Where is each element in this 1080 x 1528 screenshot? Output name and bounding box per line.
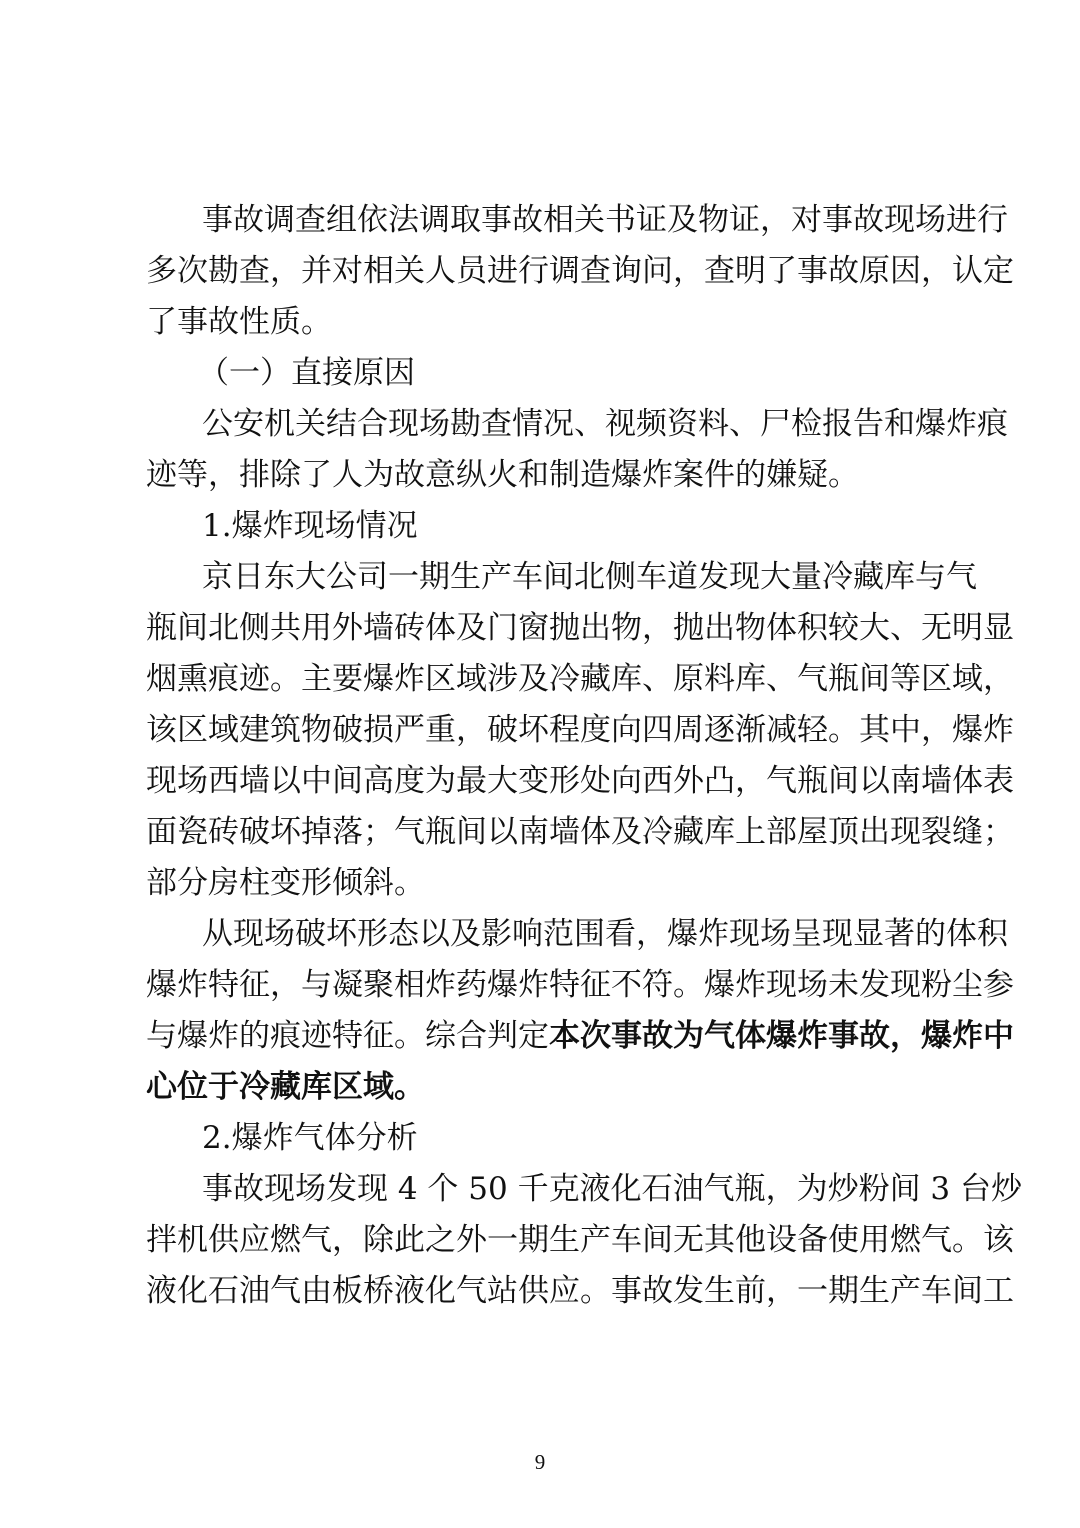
paragraph-1-line-1: 事故调查组依法调取事故相关书证及物证，对事故现场进行 [202, 202, 1008, 238]
subheading-explosive-gas-analysis: 2.爆炸气体分析 [202, 1120, 418, 1156]
conclusion-bold-text-continued: 心位于冷藏库区域。 [146, 1069, 425, 1105]
paragraph-3-line-5: 现场西墙以中间高度为最大变形处向西外凸，气瓶间以南墙体表 [146, 763, 1014, 799]
subheading-explosion-scene: 1.爆炸现场情况 [202, 508, 418, 544]
paragraph-4-line-3 [146, 1018, 1014, 1054]
paragraph-3-line-2: 瓶间北侧共用外墙砖体及门窗抛出物，抛出物体积较大、无明显 [146, 610, 1014, 646]
paragraph-5-line-3: 液化石油气由板桥液化气站供应。事故发生前，一期生产车间工 [146, 1273, 1014, 1309]
paragraph-4-line-2: 爆炸特征，与凝聚相炸药爆炸特征不符。爆炸现场未发现粉尘参 [146, 967, 1014, 1003]
paragraph-2-line-2: 迹等，排除了人为故意纵火和制造爆炸案件的嫌疑。 [146, 457, 859, 493]
paragraph-5-line-1: 事故现场发现 4 个 50 千克液化石油气瓶，为炒粉间 3 台炒 [202, 1171, 1023, 1207]
section-heading-direct-cause: （一）直接原因 [198, 355, 415, 391]
paragraph-2-line-1: 公安机关结合现场勘查情况、视频资料、尸检报告和爆炸痕 [202, 406, 1008, 442]
paragraph-5-line-2: 拌机供应燃气，除此之外一期生产车间无其他设备使用燃气。该 [146, 1222, 1014, 1258]
conclusion-bold-text: 本次事故为气体爆炸事故，爆炸中 [549, 1018, 1014, 1054]
paragraph-1-line-2: 多次勘查，并对相关人员进行调查询问，查明了事故原因，认定 [146, 253, 1014, 289]
paragraph-3-line-3: 烟熏痕迹。主要爆炸区域涉及冷藏库、原料库、气瓶间等区域， [146, 661, 1014, 697]
paragraph-4-line-3-text: 与爆炸的痕迹特征。综合判定 [146, 1018, 549, 1054]
paragraph-4-line-1: 从现场破坏形态以及影响范围看，爆炸现场呈现显著的体积 [202, 916, 1008, 952]
paragraph-1-line-3: 了事故性质。 [146, 304, 332, 340]
paragraph-3-line-4: 该区域建筑物破损严重，破坏程度向四周逐渐减轻。其中，爆炸 [146, 712, 1014, 748]
paragraph-3-line-1: 京日东大公司一期生产车间北侧车道发现大量冷藏库与气 [202, 559, 977, 595]
paragraph-3-line-7: 部分房柱变形倾斜。 [146, 865, 425, 901]
paragraph-3-line-6: 面瓷砖破坏掉落；气瓶间以南墙体及冷藏库上部屋顶出现裂缝； [146, 814, 1014, 850]
page-number: 9 [534, 1450, 546, 1474]
